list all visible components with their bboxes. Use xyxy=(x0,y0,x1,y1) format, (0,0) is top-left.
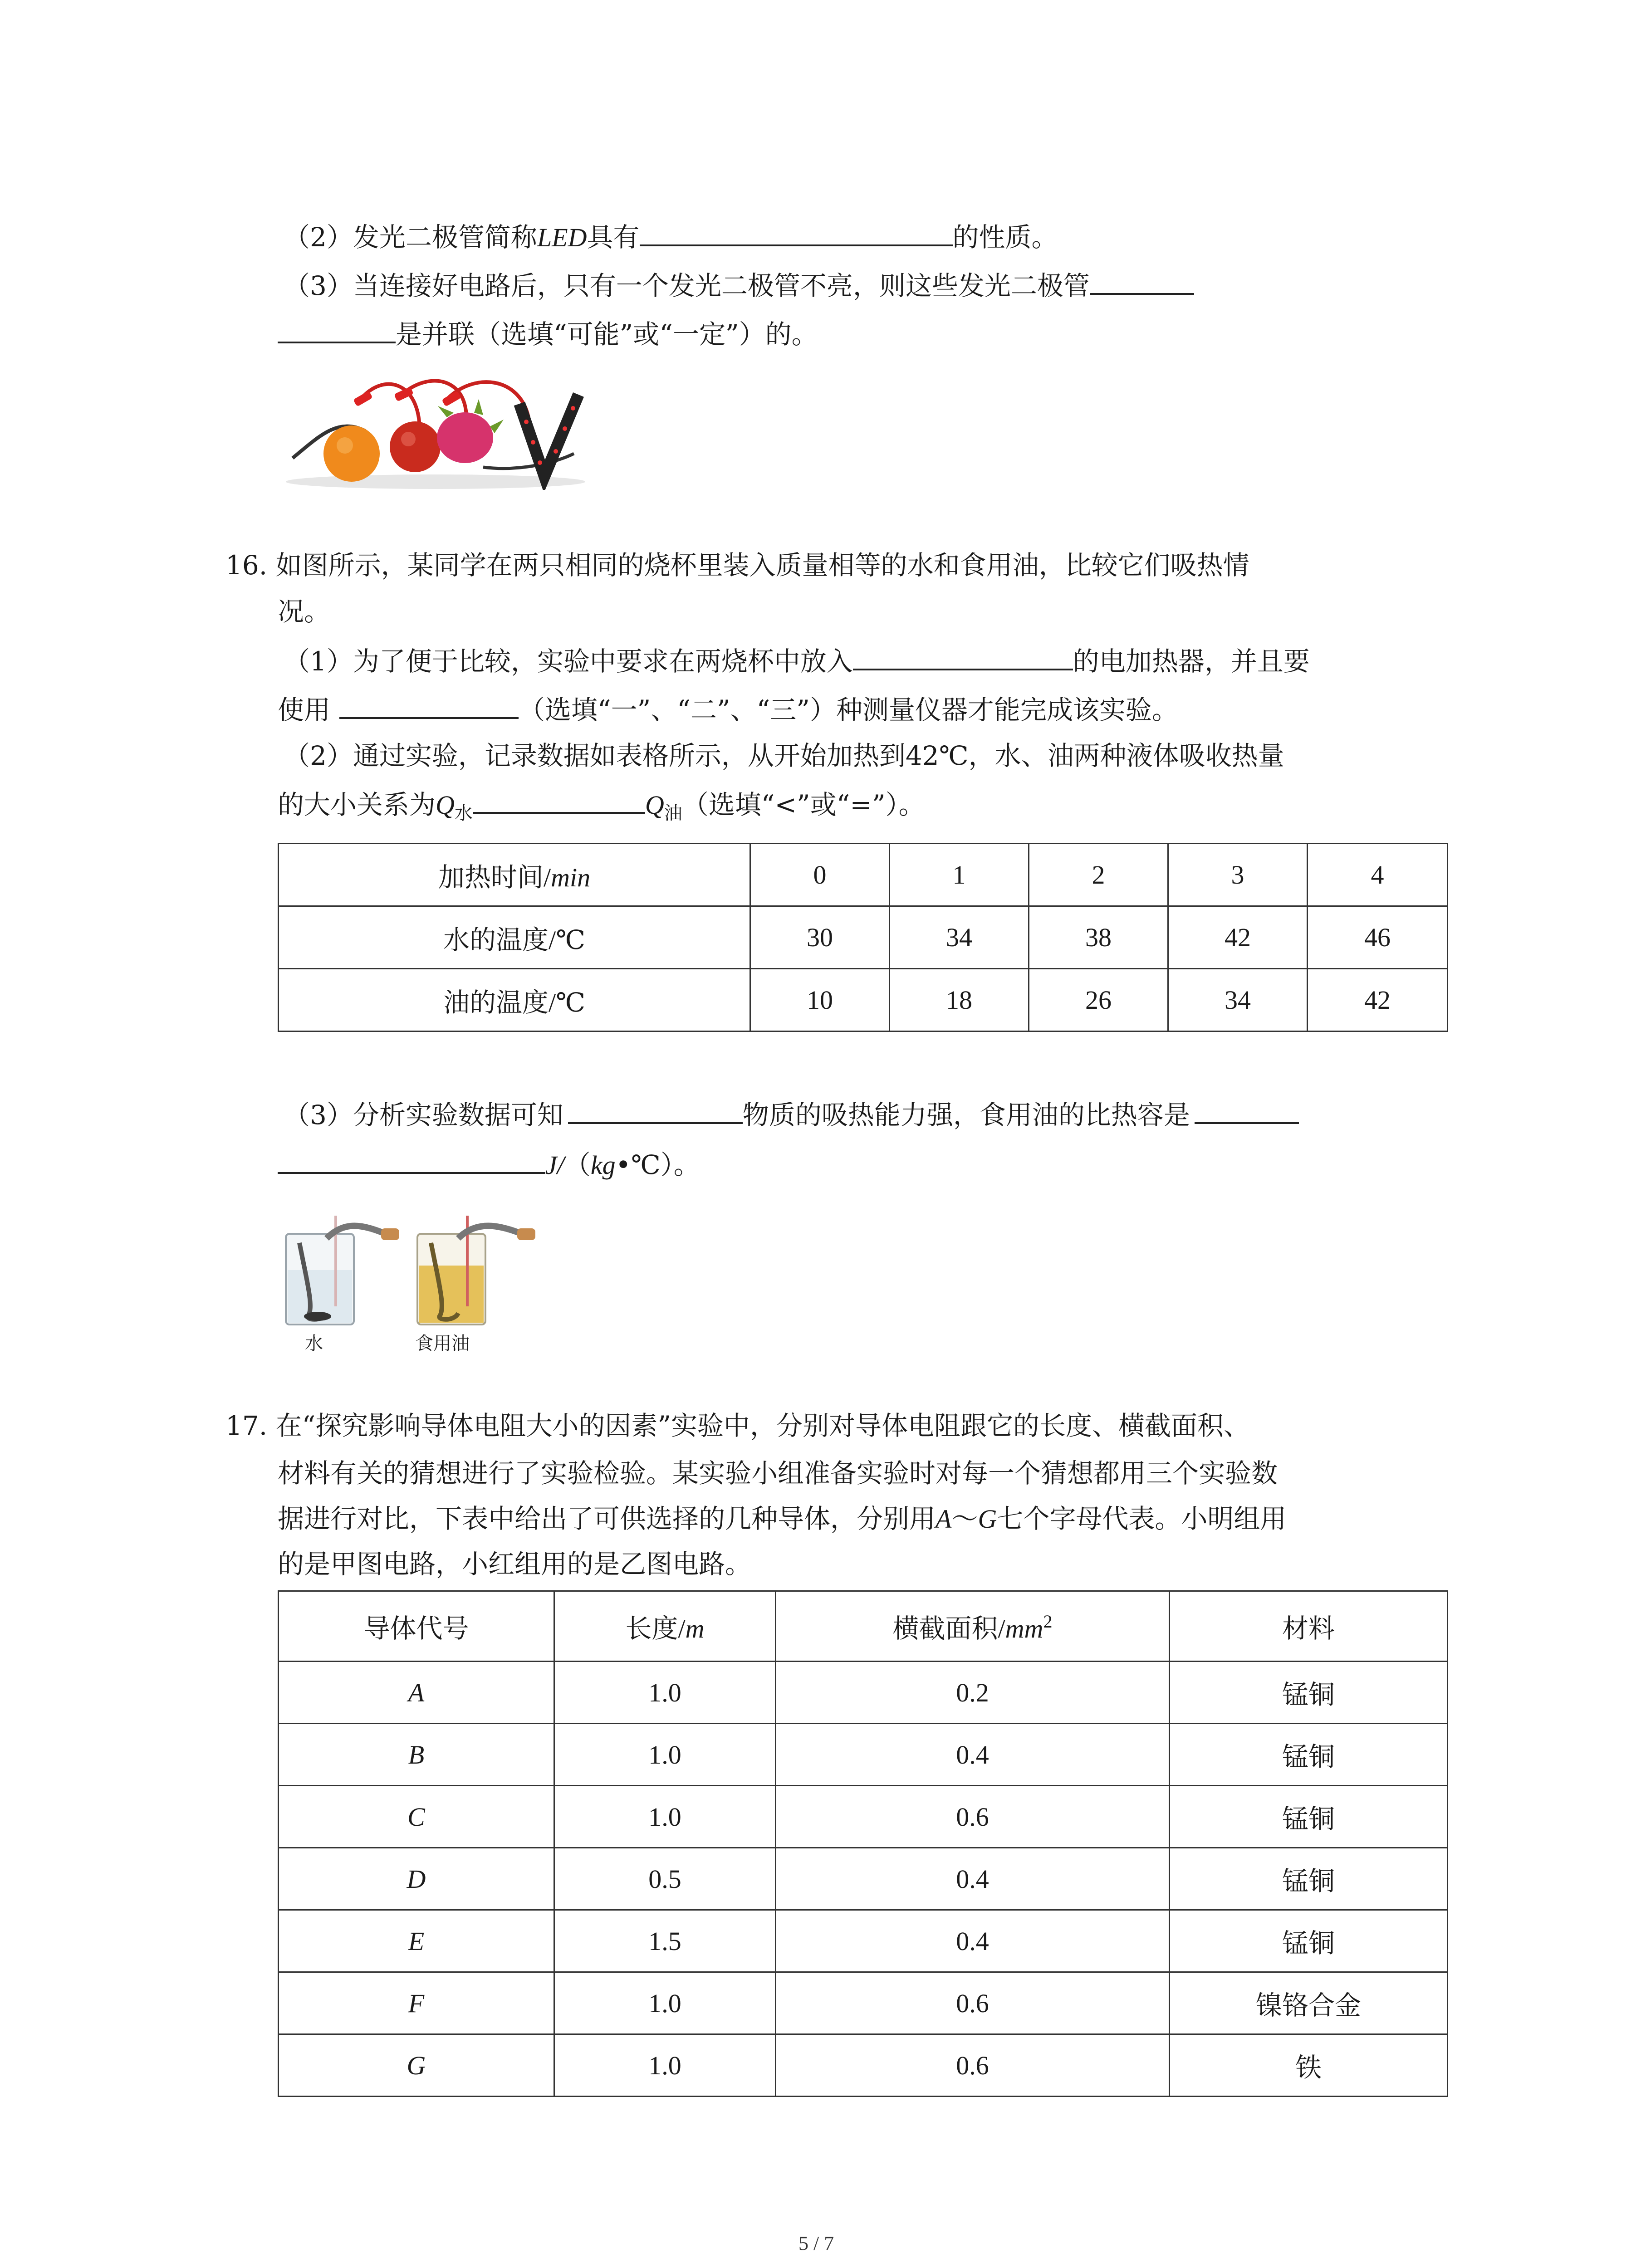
cell-code: E xyxy=(279,1910,554,1972)
q16-part1-text-b: 的电加热器，并且要 xyxy=(1073,646,1310,677)
row-label-oil: 油的温度/℃ xyxy=(279,969,750,1031)
cell-material: 锰铜 xyxy=(1170,1910,1448,1972)
cell-material: 锰铜 xyxy=(1170,1724,1448,1786)
q16-part2-text-a: 的大小关系为 xyxy=(278,789,436,820)
conductor-table xyxy=(278,1590,1448,2097)
q17-line4: 的是甲图电路，小红组用的是乙图电路。 xyxy=(278,1549,752,1579)
cell-code: G xyxy=(279,2034,554,2097)
q16-part1-line1 xyxy=(284,643,1310,679)
header-length: 长度/m xyxy=(554,1591,776,1662)
q16-part2-line1: （2）通过实验，记录数据如表格所示，从开始加热到42℃，水、油两种液体吸收热量 xyxy=(284,740,1284,771)
figure-label-oil: 食用油 xyxy=(415,1333,470,1354)
q15-led-term: LED xyxy=(537,223,587,252)
q16-part3-text-b: 物质的吸热能力强，食用油的比热容是 xyxy=(742,1100,1190,1130)
q16-part1-text-a: （1）为了便于比较，实验中要求在两烧杯中放入 xyxy=(284,646,853,677)
cell-length: 0.5 xyxy=(554,1848,776,1910)
table-row xyxy=(279,1662,1448,1724)
figure-label-water: 水 xyxy=(305,1333,323,1354)
cell-area: 0.4 xyxy=(776,1848,1170,1910)
cell-code: A xyxy=(279,1662,554,1724)
q17-line1: 17. 在“探究影响导体电阻大小的因素”实验中，分别对导体电阻跟它的长度、横截面积、 xyxy=(225,1410,1250,1441)
q16-part2-text-b: （选填“<”或“=”）。 xyxy=(682,789,925,820)
table-cell: 10 xyxy=(750,969,890,1031)
header-cell: 0 xyxy=(750,844,890,906)
q16-part3-answer-blank-a[interactable] xyxy=(568,1097,743,1124)
table-cell: 42 xyxy=(1308,969,1448,1031)
q16-part2-answer-blank[interactable] xyxy=(473,787,645,814)
fruit-battery-led-image xyxy=(284,363,588,490)
cell-area: 0.4 xyxy=(776,1724,1170,1786)
q16-part3-answer-blank-c[interactable] xyxy=(278,1147,545,1174)
q16-part1-text-c: 使用 xyxy=(278,694,331,725)
q16-stem-line2: 况。 xyxy=(278,596,331,627)
unit-paren: （ xyxy=(564,1149,591,1180)
q15-part3-answer-blank-a[interactable] xyxy=(1090,268,1194,295)
q16-part1-answer-blank-b[interactable] xyxy=(339,692,519,719)
header-code: 导体代号 xyxy=(279,1591,554,1662)
tilde: ～ xyxy=(951,1503,978,1534)
q16-part3-answer-blank-b[interactable] xyxy=(1195,1097,1299,1124)
table-row xyxy=(279,1786,1448,1848)
cell-length: 1.0 xyxy=(554,1972,776,2034)
cell-length: 1.0 xyxy=(554,2034,776,2097)
unit-rest: •℃）。 xyxy=(615,1149,700,1180)
q17-line3-text-b: 七个字母代表。小明组用 xyxy=(997,1503,1287,1534)
cell-area: 0.6 xyxy=(776,1786,1170,1848)
q16-part3-line1 xyxy=(284,1097,1299,1132)
q16-part3-text-a: （3）分析实验数据可知 xyxy=(284,1100,563,1130)
page-number: 5 / 7 xyxy=(798,2232,834,2254)
q-water-subscript: 水 xyxy=(454,803,473,824)
q17-line2: 材料有关的猜想进行了实验检验。某实验小组准备实验时对每一个猜想都用三个实验数 xyxy=(278,1458,1278,1489)
cell-area: 0.6 xyxy=(776,2034,1170,2097)
table-cell: 34 xyxy=(890,906,1029,969)
q15-part3-text2: 是并联（选填“可能”或“一定”）的。 xyxy=(396,319,818,350)
letter-a: A xyxy=(936,1504,952,1534)
q-water-symbol: Q xyxy=(436,790,455,820)
header-material: 材料 xyxy=(1170,1591,1448,1662)
header-area: 横截面积$/mm^2$ xyxy=(776,1591,1170,1662)
heating-data-table xyxy=(278,843,1448,1032)
q15-part2-mid: 具有 xyxy=(587,222,640,253)
header-cell: 1 xyxy=(890,844,1029,906)
q15-part2-suffix: 的性质。 xyxy=(952,222,1058,253)
cell-area: 0.2 xyxy=(776,1662,1170,1724)
cell-material: 镍铬合金 xyxy=(1170,1972,1448,2034)
table-cell: 26 xyxy=(1029,969,1168,1031)
letter-g: G xyxy=(978,1504,997,1534)
table-cell: 38 xyxy=(1029,906,1168,969)
cell-code: F xyxy=(279,1972,554,2034)
unit-kg: kg xyxy=(590,1150,616,1180)
q16-stem-line1: 16. 如图所示，某同学在两只相同的烧杯里装入质量相等的水和食用油，比较它们吸热情 xyxy=(225,550,1249,581)
q17-line3-text-a: 据进行对比，下表中给出了可供选择的几种导体，分别用 xyxy=(278,1503,936,1534)
q15-part3-line2 xyxy=(278,316,818,352)
cell-length: 1.0 xyxy=(554,1786,776,1848)
q15-part3-answer-blank-b[interactable] xyxy=(278,316,396,343)
header-cell: 4 xyxy=(1308,844,1448,906)
table-row xyxy=(279,2034,1448,2097)
cell-material: 铁 xyxy=(1170,2034,1448,2097)
table-row xyxy=(279,1910,1448,1972)
table-row xyxy=(279,1972,1448,2034)
q15-part2-prefix: （2）发光二极管简称 xyxy=(284,222,537,253)
q-oil-symbol: Q xyxy=(645,790,664,820)
q16-part1-text-d: （选填“一”、“二”、“三”）种测量仪器才能完成该实验。 xyxy=(519,694,1178,725)
header-cell: 2 xyxy=(1029,844,1168,906)
table-row xyxy=(279,906,1448,969)
q15-part3-text1: （3）当连接好电路后，只有一个发光二极管不亮，则这些发光二极管 xyxy=(284,270,1090,301)
table-header-row xyxy=(279,844,1448,906)
q16-part2-line2 xyxy=(278,787,925,825)
table-header-row xyxy=(279,1591,1448,1662)
q16-part1-answer-blank-a[interactable] xyxy=(853,643,1073,670)
q15-part2-line xyxy=(284,219,1058,255)
header-cell: 3 xyxy=(1168,844,1308,906)
q17-line3 xyxy=(278,1501,1286,1536)
cell-length: 1.0 xyxy=(554,1724,776,1786)
cell-area: 0.6 xyxy=(776,1972,1170,2034)
beakers-figure xyxy=(281,1216,549,1329)
table-row xyxy=(279,1724,1448,1786)
cell-length: 1.0 xyxy=(554,1662,776,1724)
unit-joule: J/ xyxy=(545,1150,564,1180)
table-cell: 18 xyxy=(890,969,1029,1031)
cell-code: C xyxy=(279,1786,554,1848)
q16-part1-line2 xyxy=(278,692,1178,727)
cell-material: 锰铜 xyxy=(1170,1786,1448,1848)
table-cell: 46 xyxy=(1308,906,1448,969)
cell-material: 锰铜 xyxy=(1170,1848,1448,1910)
q15-part2-answer-blank[interactable] xyxy=(640,219,953,246)
table-cell: 42 xyxy=(1168,906,1308,969)
q16-part3-line2 xyxy=(278,1147,700,1183)
table-cell: 30 xyxy=(750,906,890,969)
table-row xyxy=(279,1848,1448,1910)
cell-code: B xyxy=(279,1724,554,1786)
q-oil-subscript: 油 xyxy=(664,803,682,824)
cell-length: 1.5 xyxy=(554,1910,776,1972)
table-cell: 34 xyxy=(1168,969,1308,1031)
row-label-water: 水的温度/℃ xyxy=(279,906,750,969)
cell-material: 锰铜 xyxy=(1170,1662,1448,1724)
cell-code: D xyxy=(279,1848,554,1910)
header-heating-time: 加热时间/min xyxy=(279,844,750,906)
q15-part3-line1 xyxy=(284,268,1194,303)
cell-area: 0.4 xyxy=(776,1910,1170,1972)
table-row xyxy=(279,969,1448,1031)
